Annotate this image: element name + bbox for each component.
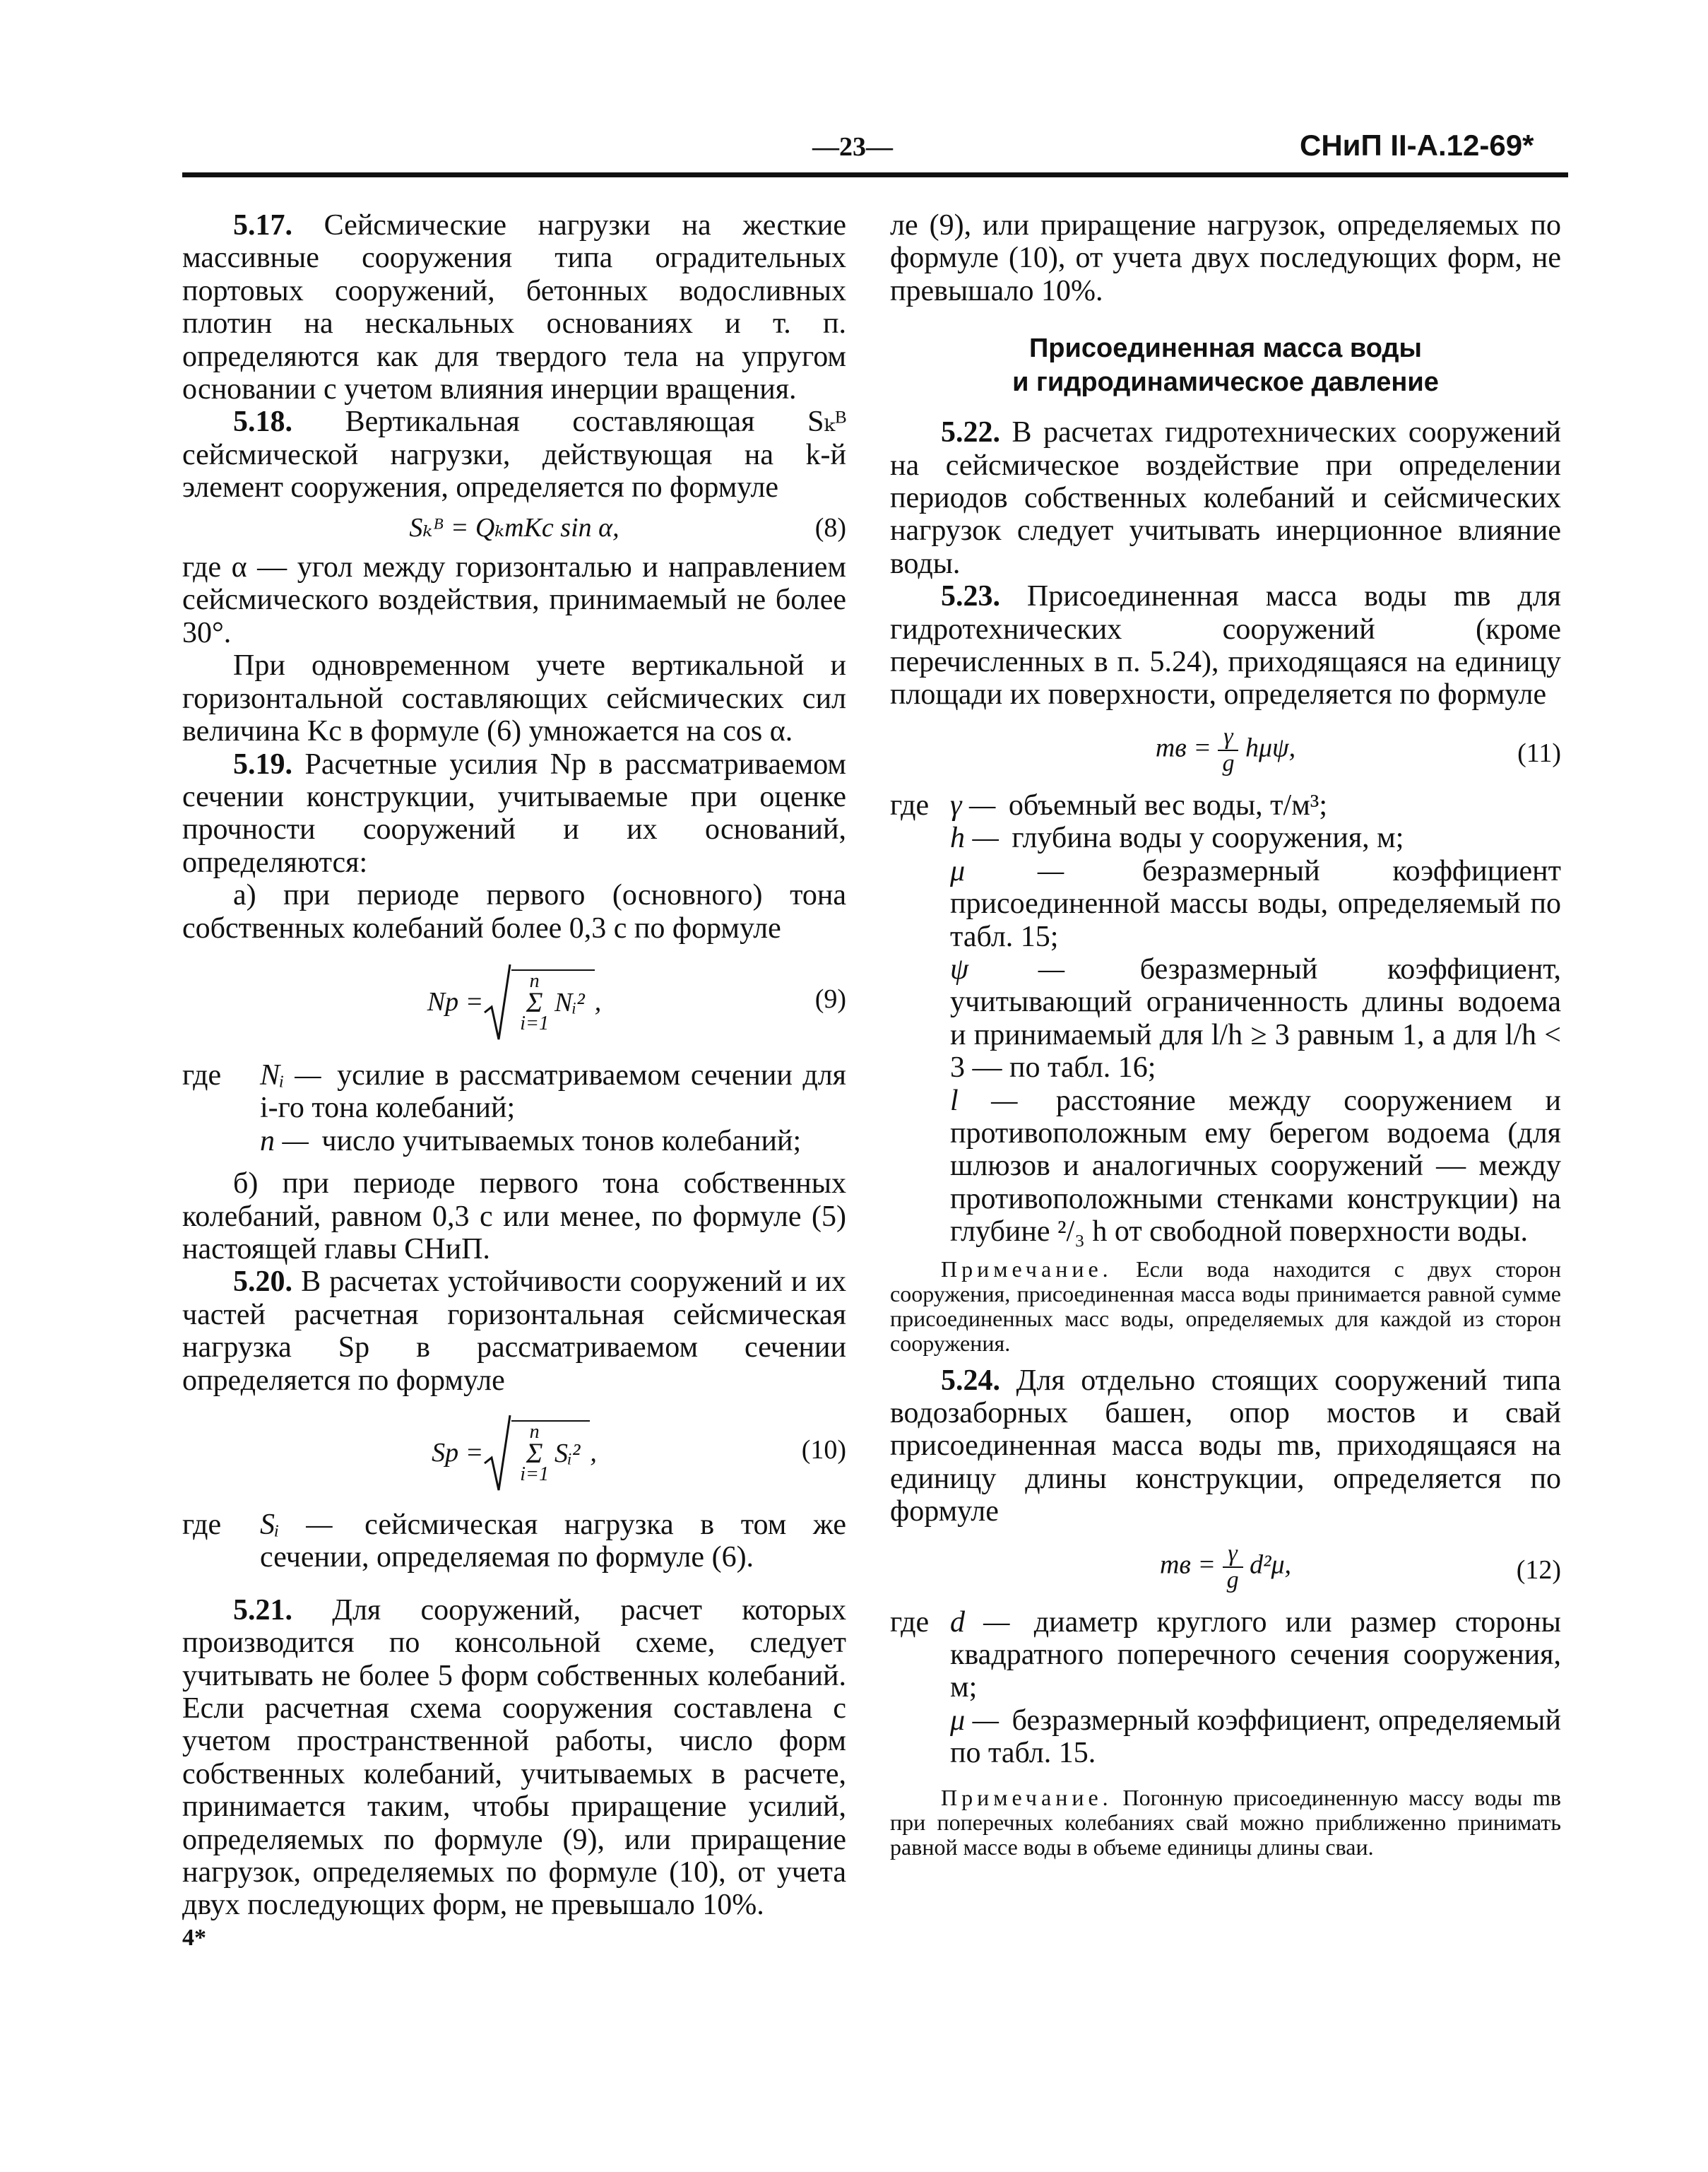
summation [520, 971, 549, 1034]
clause-number: 5.18. [233, 406, 292, 439]
where-item [950, 1704, 1561, 1770]
where-text: диаметр круглого или размер стороны квадратного поперечного сечения сооружения, м; [950, 1605, 1561, 1704]
where-item [260, 1059, 846, 1125]
clause-text: Вертикальная составляющая Sₖᴮ сейсмической нагрузки, действующая на k-й элемент сооружения, определяется по формуле [182, 406, 846, 504]
formula-lhs: mв = [1159, 1550, 1216, 1580]
where-text: безразмерный коэффициент присоединенной массы воды, определяемый по табл. 15; [950, 854, 1561, 953]
where-lead [890, 953, 950, 1085]
where-item [260, 1509, 846, 1574]
where-item [950, 1606, 1561, 1704]
where-symbol: ψ — [950, 952, 1065, 986]
paragraph-5-18-combined: При одновременном учете вертикальной и горизонтальной составляющих сейсмических сил величина Kc в формуле (6) умножается на cos α. [182, 649, 846, 748]
clause-number: 5.24. [941, 1364, 1000, 1397]
where-symbol: Sᵢ — [260, 1509, 333, 1541]
fraction-denominator: g [1223, 1566, 1243, 1593]
sum-lower: i=1 [520, 1463, 549, 1485]
formula-rhs: d²μ, [1250, 1550, 1292, 1580]
sigma-icon: Σ [526, 1437, 543, 1469]
where-item [950, 855, 1561, 953]
right-column [890, 209, 1561, 1868]
where-text: число учитываемых тонов колебаний; [321, 1124, 802, 1157]
note-2 [890, 1786, 1561, 1860]
sum-lower: i=1 [520, 1012, 549, 1034]
formula-8 [182, 512, 846, 544]
where-list-12 [890, 1606, 1561, 1770]
formula-number: (8) [814, 512, 846, 543]
summation [520, 1422, 549, 1485]
formula-term: Sᵢ² [554, 1438, 581, 1468]
heading-line-1: Присоединенная масса воды [1028, 334, 1422, 364]
where-lead [182, 1125, 260, 1157]
where-item [260, 1125, 846, 1157]
formula-number: (9) [814, 984, 846, 1014]
left-column [182, 209, 846, 1954]
formula-tail: , [594, 986, 602, 1017]
where-lead [890, 822, 950, 854]
formula-9 [182, 963, 846, 1041]
where-text: сейсмическая нагрузка в том же сечении, определяемая по формуле (6). [260, 1509, 846, 1574]
note-text: Если вода находится с двух сторон сооружения, присоединенная масса воды принимается равной сумме присоединенных масс воды, определяемых для каждой из сторон сооружения. [890, 1256, 1561, 1356]
clause-number: 5.23. [941, 580, 1000, 613]
where-text: глубина воды у сооружения, м; [1012, 822, 1404, 855]
formula-rhs: hμψ, [1245, 733, 1296, 763]
document-code: СНиП II-А.12-69* [1300, 129, 1534, 162]
where-list-11 [890, 789, 1561, 1249]
fraction-denominator: g [1218, 750, 1238, 777]
formula-lhs: mв = [1155, 733, 1211, 763]
paragraph-5-19 [182, 748, 846, 880]
where-lead: где [182, 1509, 222, 1541]
paragraph-5-18 [182, 406, 846, 504]
note-label: Примечание. [941, 1256, 1113, 1282]
where-lead [890, 855, 950, 953]
where-item [950, 822, 1561, 854]
radical-sign-icon [483, 963, 511, 1041]
formula-12 [890, 1541, 1561, 1593]
paragraph-5-18-where: где α — угол между горизонталью и направлением сейсмического воздействия, принимаемый не более 30°. [182, 551, 846, 649]
paragraph-5-20 [182, 1265, 846, 1397]
formula-expression [432, 1414, 597, 1492]
where-text: безразмерный коэффициент, определяемый по табл. 15. [950, 1704, 1561, 1770]
where-lead [890, 1704, 950, 1770]
where-list-10 [182, 1509, 846, 1574]
fraction [1223, 1541, 1243, 1593]
formula-expression [427, 963, 601, 1041]
clause-text: В расчетах устойчивости сооружений и их частей расчетная горизонтальная сейсмическая нагрузка Sр в рассматриваемом сечении определяется по формуле [182, 1265, 846, 1397]
heading-line-2: и гидродинамическое давление [1012, 367, 1439, 398]
fraction-numerator: γ [1228, 1540, 1238, 1566]
where-text: объемный вес воды, т/м³; [1008, 789, 1328, 822]
section-heading [890, 331, 1561, 399]
where-symbol: h — [950, 822, 999, 855]
where-lead: где [890, 789, 930, 822]
paragraph-5-19-b: б) при периоде первого тона собственных колебаний, равном 0,3 с или менее, по формуле (5) настоящей главы СНиП. [182, 1167, 846, 1265]
clause-number: 5.20. [233, 1265, 292, 1299]
where-item [950, 1085, 1561, 1249]
clause-text: Присоединенная масса воды mв для гидротехнических сооружений (кроме перечисленных в п. 5.24), приходящаяся на единицу площади их поверхности, определяется по формуле [890, 580, 1561, 712]
radical-sign-icon [483, 1414, 511, 1492]
formula-11 [890, 724, 1561, 777]
where-item [950, 789, 1561, 822]
where-item [950, 953, 1561, 1085]
where-text: безразмерный коэффициент, учитывающий ограниченность длины водоема и принимаемый для l/h ≥ 3 равным 1, а для l/h < 3 — по табл. 16; [950, 952, 1561, 1085]
clause-number: 5.17. [233, 209, 292, 242]
where-symbol: μ — [950, 1704, 999, 1737]
fraction [1218, 724, 1238, 777]
page-signature: 4* [182, 1924, 206, 1951]
note-label: Примечание. [941, 1784, 1113, 1810]
clause-text: Расчетные усилия Nр в рассматриваемом сечении конструкции, учитываемые при оценке прочности сооружений и их оснований, определяются: [182, 748, 846, 879]
paragraph-5-22 [890, 416, 1561, 580]
where-lead: где [890, 1605, 930, 1639]
paragraph-5-19-a: а) при периоде первого (основного) тона собственных колебаний более 0,3 с по формуле [182, 879, 846, 945]
page-number: —23— [812, 132, 893, 162]
formula-number: (10) [801, 1435, 846, 1465]
where-symbol: l — [950, 1084, 1018, 1117]
clause-number: 5.19. [233, 748, 292, 781]
formula-tail: , [590, 1437, 597, 1468]
where-lead: где [182, 1058, 222, 1092]
where-list-9 [182, 1059, 846, 1157]
note-1 [890, 1257, 1561, 1356]
where-text: усилие в рассматриваемом сечении для i-го тона колебаний; [260, 1058, 846, 1125]
where-symbol: n — [260, 1124, 309, 1157]
formula-lhs: Sр = [432, 1437, 484, 1468]
where-lead [890, 1085, 950, 1249]
where-symbol: γ — [950, 789, 996, 822]
where-symbol: d — [950, 1605, 1010, 1639]
header-rule [182, 172, 1568, 177]
sum-upper: n [529, 969, 540, 992]
formula-number: (11) [1517, 738, 1561, 768]
formula-lhs: Nр = [427, 986, 484, 1017]
clause-text: Для сооружений, расчет которых производится по консольной схеме, следует учитывать не более 5 форм собственных колебаний. Если расчетная схема сооружения составлена с учетом пространственной работы, число форм собственных колебаний, учитываемых в расчете, принимается таким, чтобы приращение усилий, определяемых по формуле (9), или приращение нагрузок, определяемых по формуле (10), от учета двух последующих форм, не превышало 10%. [182, 1593, 846, 1922]
clause-number: 5.22. [941, 416, 1000, 449]
formula-10 [182, 1414, 846, 1492]
paragraph-5-21-continued: ле (9), или приращение нагрузок, определяемых по формуле (10), от учета двух последующих форм, не превышало 10%. [890, 209, 1561, 307]
clause-text: Для отдельно стоящих сооружений типа водозаборных башен, опор мостов и свай присоединенная масса воды mв, приходящаяся на единицу длины конструкции, определяется по формуле [890, 1364, 1561, 1528]
formula-term: Nᵢ² [554, 987, 585, 1017]
sigma-icon: Σ [526, 986, 543, 1018]
sum-upper: n [529, 1421, 540, 1443]
clause-number: 5.21. [233, 1593, 292, 1627]
formula-expression: Sₖᴮ = QₖmKc sin α, [409, 512, 619, 543]
paragraph-5-17 [182, 209, 846, 406]
where-text: расстояние между сооружением и противоположным ему берегом водоема (для шлюзов и аналогичных сооружений — между противоположными стенками конструкции) на глубине ²/₃ h от свободной поверхности воды. [950, 1084, 1561, 1249]
where-symbol: Nᵢ — [260, 1058, 321, 1092]
paragraph-5-21 [182, 1594, 846, 1922]
formula-number: (12) [1516, 1554, 1561, 1585]
fraction-numerator: γ [1223, 723, 1233, 750]
paragraph-5-24 [890, 1364, 1561, 1528]
where-symbol: μ — [950, 854, 1064, 887]
paragraph-5-23 [890, 580, 1561, 712]
note-text: Погонную присоединенную массу воды mв при поперечных колебаниях свай можно приближенно принимать равной массе воды в объеме единицы длины сваи. [890, 1784, 1561, 1860]
clause-text: В расчетах гидротехнических сооружений на сейсмическое воздействие при определении периодов собственных колебаний и сейсмических нагрузок следует учитывать инерционное влияние воды. [890, 416, 1561, 580]
clause-text: Сейсмические нагрузки на жесткие массивные сооружения типа оградительных портовых сооружений, бетонных водосливных плотин на нескальных основаниях и т. п. определяются как для твердого тела на упругом основании с учетом влияния инерции вращения. [182, 209, 846, 406]
